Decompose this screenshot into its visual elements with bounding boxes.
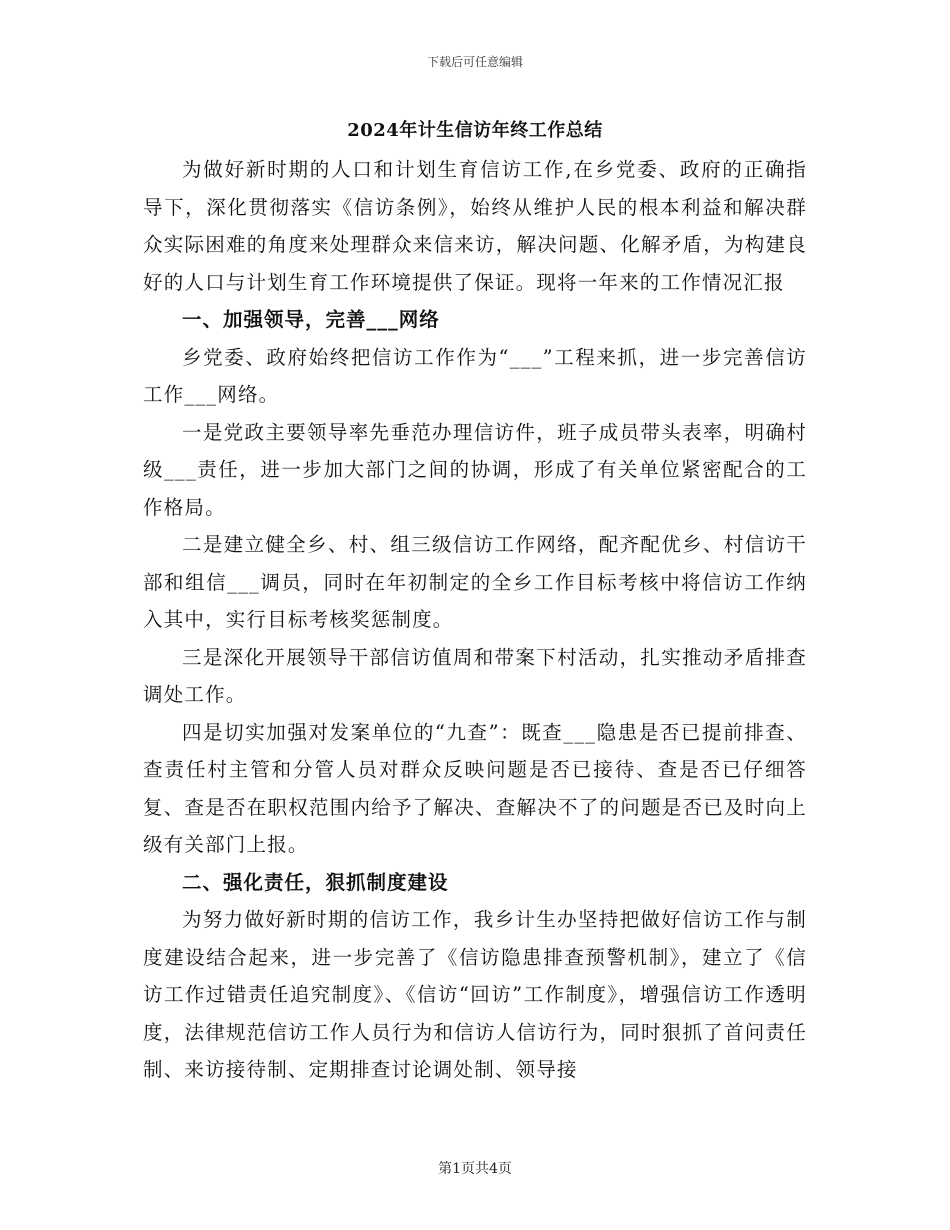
paragraph: 为努力做好新时期的信访工作，我乡计生办坚持把做好信访工作与制度建设结合起来，进一步完善了《信访隐患排查预警机制》，建立了《信访工作过错责任追究制度》、《信访“回访”工作制度》，增强信访工作透明度，法律规范信访工作人员行为和信访人信访行为，同时狠抓了首问责任制、来访接待制、定期排查讨论调处制、领导接 bbox=[143, 908, 807, 1081]
paragraph: 四是切实加强对发案单位的“九查”：既查___隐患是否已提前排查、查责任村主管和分管人员对群众反映问题是否已接待、查是否已仔细答复、查是否在职权范围内给予了解决、查解决不了的问题是否已及时向上级有关部门上报。 bbox=[143, 720, 807, 856]
header-note: 下载后可任意编辑 bbox=[426, 55, 523, 69]
paragraph: 二是建立健全乡、村、组三级信访工作网络，配齐配优乡、村信访干部和组信___调员，同时在年初制定的全乡工作目标考核中将信访工作纳入其中，实行目标考核奖惩制度。 bbox=[143, 533, 807, 631]
paragraph: 三是深化开展领导干部信访值周和带案下村活动，扎实推动矛盾排查调处工作。 bbox=[143, 645, 807, 706]
paragraph: 为做好新时期的人口和计划生育信访工作,在乡党委、政府的正确指导下，深化贯彻落实《信访条例》，始终从维护人民的根本利益和解决群众实际困难的角度来处理群众来信来访，解决问题、化解矛盾，为构建良好的人口与计划生育工作环境提供了保证。现将一年来的工作情况汇报 bbox=[143, 158, 807, 294]
page-number-footer: 第1页共4页 bbox=[438, 1161, 512, 1177]
paragraph: 乡党委、政府始终把信访工作作为“___”工程来抓，进一步完善信访工作___网络。 bbox=[143, 345, 807, 406]
paragraph: 一是党政主要领导率先垂范办理信访件，班子成员带头表率，明确村级___责任，进一步加大部门之间的协调，形成了有关单位紧密配合的工作格局。 bbox=[143, 420, 807, 519]
section-heading: 一、加强领导，完善___网络 bbox=[182, 308, 440, 331]
document-body bbox=[143, 151, 807, 1089]
section-heading: 二、强化责任，狠抓制度建设 bbox=[182, 870, 449, 894]
document-title: 2024年计生信访年终工作总结 bbox=[347, 120, 603, 141]
